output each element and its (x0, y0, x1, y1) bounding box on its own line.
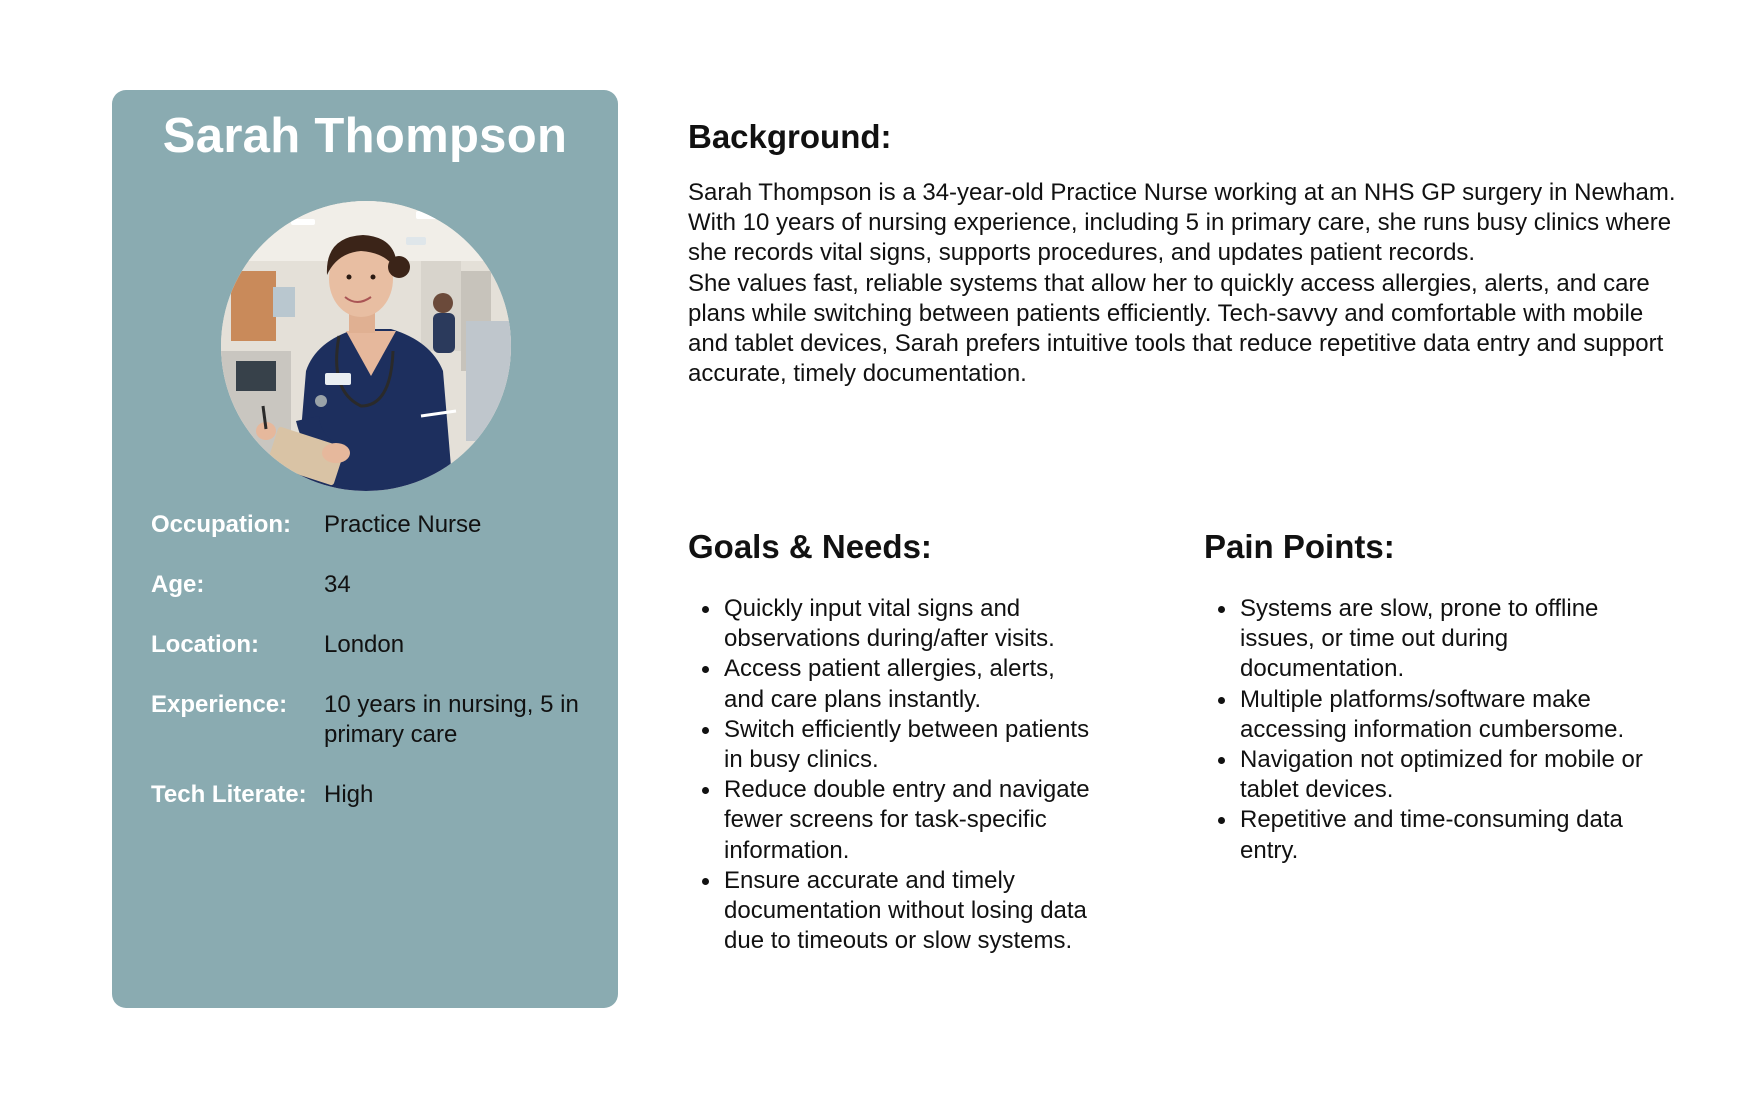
pain-points-list-item: Multiple platforms/software make accessing information cumbersome. (1214, 685, 1654, 745)
pain-points-heading: Pain Points: (1204, 528, 1395, 565)
fact-tech-literate (151, 780, 601, 810)
fact-label: Experience: (151, 691, 288, 718)
fact-label: Occupation: (151, 511, 292, 538)
background-heading: Background: (688, 118, 892, 155)
fact-label: Location: (151, 631, 259, 658)
fact-location (151, 630, 601, 660)
goals-heading: Goals & Needs: (688, 528, 932, 565)
fact-value: High (324, 781, 374, 808)
fact-value: Practice Nurse (324, 511, 482, 538)
persona-photo (221, 201, 511, 491)
goals-list-item: Quickly input vital signs and observations during/after visits. (698, 594, 1098, 654)
background-text (688, 178, 1678, 389)
background-paragraph-2: She values fast, reliable systems that allow her to quickly access allergies, alerts, and care plans while switching between patients efficiently. Tech-savvy and comfortable with mobile and tablet devices, Sarah prefers intuitive tools that reduce repetitive data entry and support accurate, timely documentation. (688, 269, 1664, 388)
pain-points-list (1214, 594, 1654, 866)
goals-list-item: Ensure accurate and timely documentation without losing data due to timeouts or slow systems. (698, 866, 1098, 957)
fact-experience (151, 690, 601, 750)
fact-value: 10 years in nursing, 5 in primary care (324, 691, 579, 748)
fact-value: London (324, 631, 405, 658)
goals-list-item: Switch efficiently between patients in busy clinics. (698, 715, 1098, 775)
goals-list (698, 594, 1098, 956)
fact-label: Tech Literate: (151, 781, 307, 808)
goals-list-item: Access patient allergies, alerts, and care plans instantly. (698, 654, 1098, 714)
persona-facts (151, 510, 601, 840)
goals-list-item: Reduce double entry and navigate fewer screens for task-specific information. (698, 775, 1098, 866)
profile-card (112, 90, 618, 1008)
persona-name: Sarah Thompson (162, 109, 568, 163)
fact-label: Age: (151, 571, 205, 598)
pain-points-list-item: Repetitive and time-consuming data entry. (1214, 805, 1654, 865)
pain-points-list-item: Systems are slow, prone to offline issues, or time out during documentation. (1214, 594, 1654, 685)
fact-occupation (151, 510, 601, 540)
fact-age (151, 570, 601, 600)
fact-value: 34 (324, 571, 351, 598)
background-paragraph-1: Sarah Thompson is a 34-year-old Practice Nurse working at an NHS GP surgery in Newham. With 10 years of nursing experience, including 5 in primary care, she runs busy clinics where she records vital signs, supports procedures, and updates patient records. (688, 179, 1676, 267)
pain-points-list-item: Navigation not optimized for mobile or tablet devices. (1214, 745, 1654, 805)
nurse-portrait-photo (221, 201, 511, 491)
